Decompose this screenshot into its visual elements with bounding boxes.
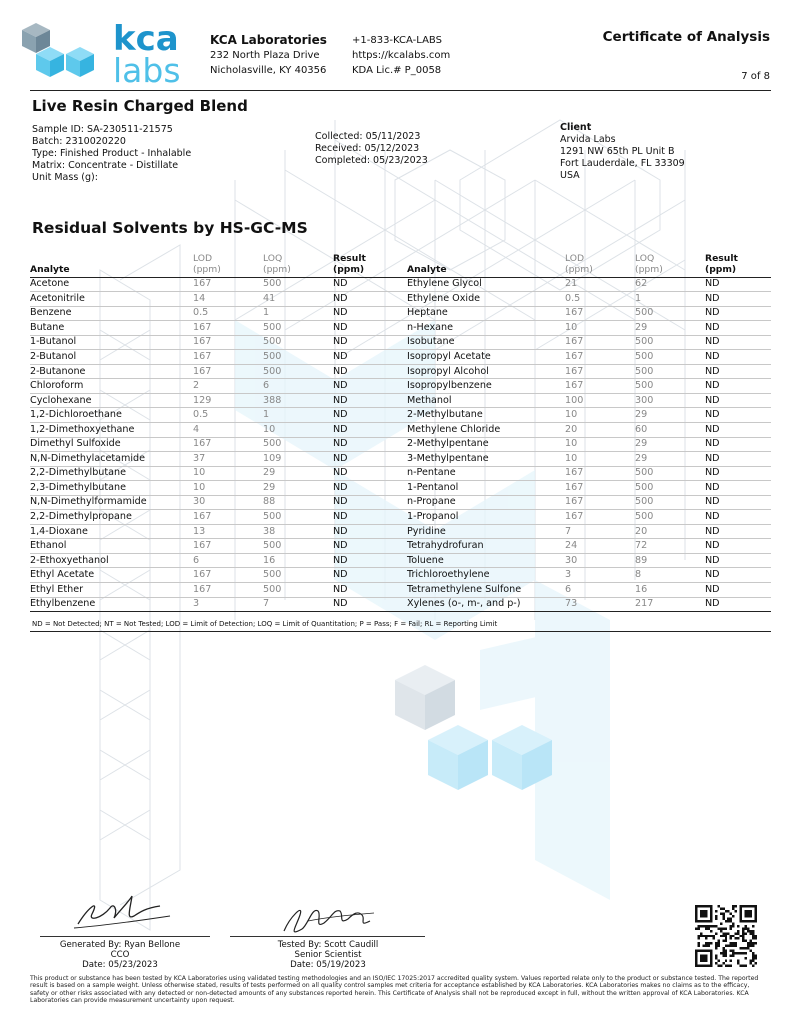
lod-cell: 4: [193, 422, 263, 437]
lod-cell-2: 167: [565, 379, 635, 394]
client-name: Arvida Labs: [560, 134, 616, 145]
result-cell: ND: [333, 539, 407, 554]
loq-cell-2: 16: [635, 582, 705, 597]
analyte-cell-2: Toluene: [407, 553, 565, 568]
analyte-cell-2: Xylenes (o-, m-, and p-): [407, 597, 565, 612]
legend-divider: [30, 631, 771, 632]
document-title: Certificate of Analysis: [602, 29, 770, 45]
lod-cell: 167: [193, 568, 263, 583]
loq-cell: 10: [263, 422, 333, 437]
table-row: [30, 539, 771, 554]
loq-cell: 88: [263, 495, 333, 510]
loq-cell-2: 500: [635, 481, 705, 496]
loq-cell: 500: [263, 277, 333, 292]
analyte-cell: Dimethyl Sulfoxide: [30, 437, 193, 452]
loq-cell-2: 20: [635, 524, 705, 539]
tested-by-block: [248, 940, 408, 970]
result-cell: ND: [333, 292, 407, 307]
logo-cubes-icon: [22, 23, 94, 77]
analyte-cell: N,N-Dimethylacetamide: [30, 452, 193, 467]
analyte-cell: 1,2-Dimethoxyethane: [30, 422, 193, 437]
lod-cell-2: 167: [565, 481, 635, 496]
svg-text:kca: kca: [113, 19, 179, 59]
loq-cell-2: 60: [635, 422, 705, 437]
analyte-cell-2: Isopropylbenzene: [407, 379, 565, 394]
result-cell-2: ND: [705, 422, 771, 437]
lod-cell: 167: [193, 321, 263, 336]
lod-cell: 0.5: [193, 408, 263, 423]
analyte-cell-2: n-Propane: [407, 495, 565, 510]
lod-cell-2: 10: [565, 321, 635, 336]
column-header-lod: LOD (ppm): [193, 249, 263, 277]
sample-batch: Batch: 2310020220: [32, 136, 126, 147]
qr-code[interactable]: [695, 905, 757, 967]
analyte-cell: Ethylbenzene: [30, 597, 193, 612]
lod-cell: 13: [193, 524, 263, 539]
table-row: [30, 524, 771, 539]
sample-id: Sample ID: SA-230511-21575: [32, 124, 173, 135]
lod-cell: 30: [193, 495, 263, 510]
analyte-cell: Benzene: [30, 306, 193, 321]
column-header-analyte: Analyte: [30, 249, 193, 277]
lod-cell-2: 167: [565, 306, 635, 321]
table-row: [30, 393, 771, 408]
table-row: [30, 466, 771, 481]
table-row: [30, 568, 771, 583]
page-number: 7 of 8: [741, 71, 770, 82]
result-cell: ND: [333, 466, 407, 481]
lod-cell-2: 6: [565, 582, 635, 597]
lod-cell: 2: [193, 379, 263, 394]
analyte-cell-2: 3-Methylpentane: [407, 452, 565, 467]
loq-cell: 29: [263, 481, 333, 496]
analyte-cell-2: Isopropyl Acetate: [407, 350, 565, 365]
result-cell: ND: [333, 510, 407, 525]
analyte-cell: Butane: [30, 321, 193, 336]
result-cell-2: ND: [705, 568, 771, 583]
collected-date: Collected: 05/11/2023: [315, 131, 421, 142]
sample-details: [32, 124, 191, 184]
lab-name: KCA Laboratories: [210, 33, 327, 47]
client-label: Client: [560, 122, 592, 133]
table-row: [30, 582, 771, 597]
tested-by-name: Tested By: Scott Caudill: [277, 940, 379, 950]
result-cell-2: ND: [705, 553, 771, 568]
loq-cell: 7: [263, 597, 333, 612]
lod-cell-2: 20: [565, 422, 635, 437]
sample-matrix: Matrix: Concentrate - Distillate: [32, 160, 179, 171]
result-cell-2: ND: [705, 466, 771, 481]
result-cell: ND: [333, 321, 407, 336]
result-cell-2: ND: [705, 393, 771, 408]
table-row: [30, 350, 771, 365]
analyte-cell: 2,3-Dimethylbutane: [30, 481, 193, 496]
table-header-row: [30, 249, 771, 277]
loq-cell: 500: [263, 539, 333, 554]
table-row: [30, 452, 771, 467]
loq-cell: 38: [263, 524, 333, 539]
loq-cell: 1: [263, 306, 333, 321]
result-cell-2: ND: [705, 437, 771, 452]
loq-cell-2: 500: [635, 306, 705, 321]
loq-cell: 500: [263, 335, 333, 350]
lod-cell: 14: [193, 292, 263, 307]
loq-cell: 41: [263, 292, 333, 307]
sample-dates: [315, 131, 428, 167]
lod-cell-2: 167: [565, 510, 635, 525]
result-cell: ND: [333, 408, 407, 423]
result-cell: ND: [333, 437, 407, 452]
signature-line-tested: [230, 936, 425, 937]
loq-cell-2: 29: [635, 452, 705, 467]
client-address-line1: 1291 NW 65th PL Unit B: [560, 146, 675, 157]
result-cell: ND: [333, 597, 407, 612]
result-cell-2: ND: [705, 321, 771, 336]
analyte-cell-2: Trichloroethylene: [407, 568, 565, 583]
table-row: [30, 306, 771, 321]
lab-phone: +1-833-KCA-LABS: [352, 35, 442, 46]
residual-solvents-table: [30, 249, 771, 612]
lab-info: [210, 33, 327, 78]
analyte-cell-2: Methanol: [407, 393, 565, 408]
kca-labs-logo: [18, 16, 198, 86]
analyte-cell: 2,2-Dimethylbutane: [30, 466, 193, 481]
analyte-cell-2: 2-Methylpentane: [407, 437, 565, 452]
result-cell-2: ND: [705, 379, 771, 394]
lod-cell: 167: [193, 277, 263, 292]
analyte-cell-2: Ethylene Oxide: [407, 292, 565, 307]
table-row: [30, 437, 771, 452]
product-name: Live Resin Charged Blend: [32, 97, 248, 115]
lod-cell-2: 100: [565, 393, 635, 408]
result-cell: ND: [333, 393, 407, 408]
tested-by-date: Date: 05/19/2023: [290, 960, 366, 970]
loq-cell-2: 500: [635, 335, 705, 350]
header-divider: [30, 90, 771, 91]
result-cell: ND: [333, 568, 407, 583]
lod-cell-2: 167: [565, 466, 635, 481]
lod-cell-2: 24: [565, 539, 635, 554]
loq-cell-2: 29: [635, 437, 705, 452]
analyte-cell-2: Methylene Chloride: [407, 422, 565, 437]
lod-cell: 10: [193, 466, 263, 481]
result-cell-2: ND: [705, 510, 771, 525]
table-row: [30, 321, 771, 336]
analyte-cell: 2-Butanone: [30, 364, 193, 379]
analyte-cell: N,N-Dimethylformamide: [30, 495, 193, 510]
result-cell: ND: [333, 452, 407, 467]
lod-cell-2: 30: [565, 553, 635, 568]
received-date: Received: 05/12/2023: [315, 143, 420, 154]
loq-cell: 500: [263, 582, 333, 597]
result-cell-2: ND: [705, 292, 771, 307]
lab-website-link[interactable]: https://kcalabs.com: [352, 50, 451, 61]
result-cell-2: ND: [705, 481, 771, 496]
analyte-cell-2: Ethylene Glycol: [407, 277, 565, 292]
lod-cell: 10: [193, 481, 263, 496]
completed-date: Completed: 05/23/2023: [315, 155, 428, 166]
table-row: [30, 277, 771, 292]
table-row: [30, 495, 771, 510]
result-cell: ND: [333, 379, 407, 394]
loq-cell-2: 62: [635, 277, 705, 292]
column-header-lod-2: LOD (ppm): [565, 249, 635, 277]
table-row: [30, 379, 771, 394]
column-header-loq: LOQ (ppm): [263, 249, 333, 277]
result-cell-2: ND: [705, 582, 771, 597]
result-cell: ND: [333, 422, 407, 437]
analyte-cell-2: Isobutane: [407, 335, 565, 350]
table-row: [30, 408, 771, 423]
analyte-cell-2: Pyridine: [407, 524, 565, 539]
loq-cell: 500: [263, 321, 333, 336]
lab-license: KDA Lic.# P_0058: [352, 65, 442, 76]
loq-cell-2: 72: [635, 539, 705, 554]
analyte-cell-2: n-Hexane: [407, 321, 565, 336]
analyte-cell: Ethanol: [30, 539, 193, 554]
client-country: USA: [560, 170, 580, 181]
lab-address-line1: 232 North Plaza Drive: [210, 50, 320, 61]
result-cell-2: ND: [705, 350, 771, 365]
client-info: [560, 122, 685, 182]
result-cell-2: ND: [705, 335, 771, 350]
loq-cell: 500: [263, 510, 333, 525]
analyte-cell: Acetone: [30, 277, 193, 292]
lod-cell-2: 167: [565, 350, 635, 365]
result-cell-2: ND: [705, 452, 771, 467]
loq-cell: 500: [263, 437, 333, 452]
lod-cell-2: 167: [565, 364, 635, 379]
analyte-cell-2: 1-Pentanol: [407, 481, 565, 496]
loq-cell-2: 500: [635, 364, 705, 379]
result-cell: ND: [333, 524, 407, 539]
loq-cell: 388: [263, 393, 333, 408]
lod-cell-2: 10: [565, 437, 635, 452]
analyte-cell: 1,2-Dichloroethane: [30, 408, 193, 423]
lod-cell: 167: [193, 350, 263, 365]
result-cell: ND: [333, 306, 407, 321]
result-cell: ND: [333, 582, 407, 597]
analyte-cell-2: Isopropyl Alcohol: [407, 364, 565, 379]
loq-cell-2: 29: [635, 408, 705, 423]
lod-cell: 167: [193, 539, 263, 554]
svg-text:labs: labs: [113, 51, 181, 86]
lod-cell: 167: [193, 364, 263, 379]
analyte-cell: 2-Butanol: [30, 350, 193, 365]
lod-cell: 167: [193, 335, 263, 350]
lod-cell-2: 10: [565, 452, 635, 467]
table-row: [30, 292, 771, 307]
loq-cell-2: 500: [635, 350, 705, 365]
table-row: [30, 481, 771, 496]
loq-cell: 109: [263, 452, 333, 467]
result-cell: ND: [333, 553, 407, 568]
lod-cell: 167: [193, 437, 263, 452]
abbreviations-legend: ND = Not Detected; NT = Not Tested; LOD = Limit of Detection; LOQ = Limit of Quantitation; P = Pass; F = Fail; RL = Reporting Limit: [32, 620, 498, 628]
loq-cell-2: 500: [635, 379, 705, 394]
analyte-cell: Cyclohexane: [30, 393, 193, 408]
result-cell: ND: [333, 335, 407, 350]
result-cell: ND: [333, 364, 407, 379]
legal-disclaimer: This product or substance has been tested by KCA Laboratories using validated testing methodologies and an ISO/IEC 17025:2017 accredited quality system. Values reported relate only to the product or substance tested. The reported result is based on a sample weight. Unless otherwise stated, results of tests performed on all quality control samples met criteria for acceptance established by KCA Laboratories. KCA Laboratories makes no claims as to the efficacy, safety or other risks associated with any detected or non-detected amounts of any substances reported herein. This Certificate of Analysis shall not be reproduced except in full, without the written approval of KCA Laboratories. KCA Laboratories can provide measurement uncertainty upon request.: [30, 975, 759, 1005]
result-cell-2: ND: [705, 364, 771, 379]
analyte-cell-2: 1-Propanol: [407, 510, 565, 525]
result-cell: ND: [333, 350, 407, 365]
result-cell: ND: [333, 495, 407, 510]
generated-by-block: [40, 940, 200, 970]
analyte-cell-2: 2-Methylbutane: [407, 408, 565, 423]
column-header-analyte-2: Analyte: [407, 249, 565, 277]
loq-cell: 500: [263, 350, 333, 365]
table-row: [30, 422, 771, 437]
lod-cell-2: 167: [565, 495, 635, 510]
tested-by-title: Senior Scientist: [294, 950, 362, 960]
generated-by-date: Date: 05/23/2023: [82, 960, 158, 970]
lod-cell-2: 73: [565, 597, 635, 612]
table-row: [30, 597, 771, 612]
loq-cell-2: 217: [635, 597, 705, 612]
lod-cell-2: 3: [565, 568, 635, 583]
analyte-cell-2: Tetramethylene Sulfone: [407, 582, 565, 597]
analyte-cell: 1-Butanol: [30, 335, 193, 350]
signature-line-generated: [40, 936, 210, 937]
column-header-result-2: Result (ppm): [705, 249, 771, 277]
section-title: Residual Solvents by HS-GC-MS: [32, 219, 308, 237]
analyte-cell: Ethyl Acetate: [30, 568, 193, 583]
signature-ryan-bellone: [70, 886, 180, 936]
lod-cell-2: 0.5: [565, 292, 635, 307]
loq-cell: 16: [263, 553, 333, 568]
lod-cell-2: 10: [565, 408, 635, 423]
lod-cell-2: 167: [565, 335, 635, 350]
generated-by-title: CCO: [110, 950, 130, 960]
loq-cell: 6: [263, 379, 333, 394]
lod-cell: 0.5: [193, 306, 263, 321]
table-row: [30, 364, 771, 379]
loq-cell-2: 300: [635, 393, 705, 408]
result-cell: ND: [333, 277, 407, 292]
lab-contact: [352, 33, 450, 78]
analyte-cell: 2,2-Dimethylpropane: [30, 510, 193, 525]
lab-address-line2: Nicholasville, KY 40356: [210, 65, 327, 76]
column-header-loq-2: LOQ (ppm): [635, 249, 705, 277]
lod-cell-2: 7: [565, 524, 635, 539]
loq-cell: 1: [263, 408, 333, 423]
analyte-cell: Acetonitrile: [30, 292, 193, 307]
column-header-result: Result (ppm): [333, 249, 407, 277]
loq-cell: 500: [263, 568, 333, 583]
sample-type: Type: Finished Product - Inhalable: [32, 148, 192, 159]
loq-cell: 29: [263, 466, 333, 481]
loq-cell-2: 89: [635, 553, 705, 568]
result-cell-2: ND: [705, 495, 771, 510]
result-cell-2: ND: [705, 306, 771, 321]
result-cell-2: ND: [705, 277, 771, 292]
result-cell-2: ND: [705, 524, 771, 539]
table-row: [30, 335, 771, 350]
lod-cell: 37: [193, 452, 263, 467]
loq-cell-2: 500: [635, 466, 705, 481]
analyte-cell: Chloroform: [30, 379, 193, 394]
table-row: [30, 510, 771, 525]
lod-cell: 6: [193, 553, 263, 568]
loq-cell-2: 500: [635, 510, 705, 525]
lod-cell: 167: [193, 582, 263, 597]
generated-by-name: Generated By: Ryan Bellone: [59, 940, 181, 950]
lod-cell: 3: [193, 597, 263, 612]
table-row: [30, 553, 771, 568]
lod-cell: 129: [193, 393, 263, 408]
loq-cell-2: 8: [635, 568, 705, 583]
analyte-cell-2: n-Pentane: [407, 466, 565, 481]
result-cell: ND: [333, 481, 407, 496]
sample-unit-mass: Unit Mass (g):: [32, 172, 98, 183]
loq-cell-2: 1: [635, 292, 705, 307]
analyte-cell: 2-Ethoxyethanol: [30, 553, 193, 568]
lod-cell: 167: [193, 510, 263, 525]
loq-cell-2: 500: [635, 495, 705, 510]
analyte-cell: Ethyl Ether: [30, 582, 193, 597]
result-cell-2: ND: [705, 597, 771, 612]
loq-cell: 500: [263, 364, 333, 379]
loq-cell-2: 29: [635, 321, 705, 336]
analyte-cell-2: Heptane: [407, 306, 565, 321]
result-cell-2: ND: [705, 539, 771, 554]
lod-cell-2: 21: [565, 277, 635, 292]
client-address-line2: Fort Lauderdale, FL 33309: [560, 158, 685, 169]
analyte-cell: 1,4-Dioxane: [30, 524, 193, 539]
analyte-cell-2: Tetrahydrofuran: [407, 539, 565, 554]
result-cell-2: ND: [705, 408, 771, 423]
